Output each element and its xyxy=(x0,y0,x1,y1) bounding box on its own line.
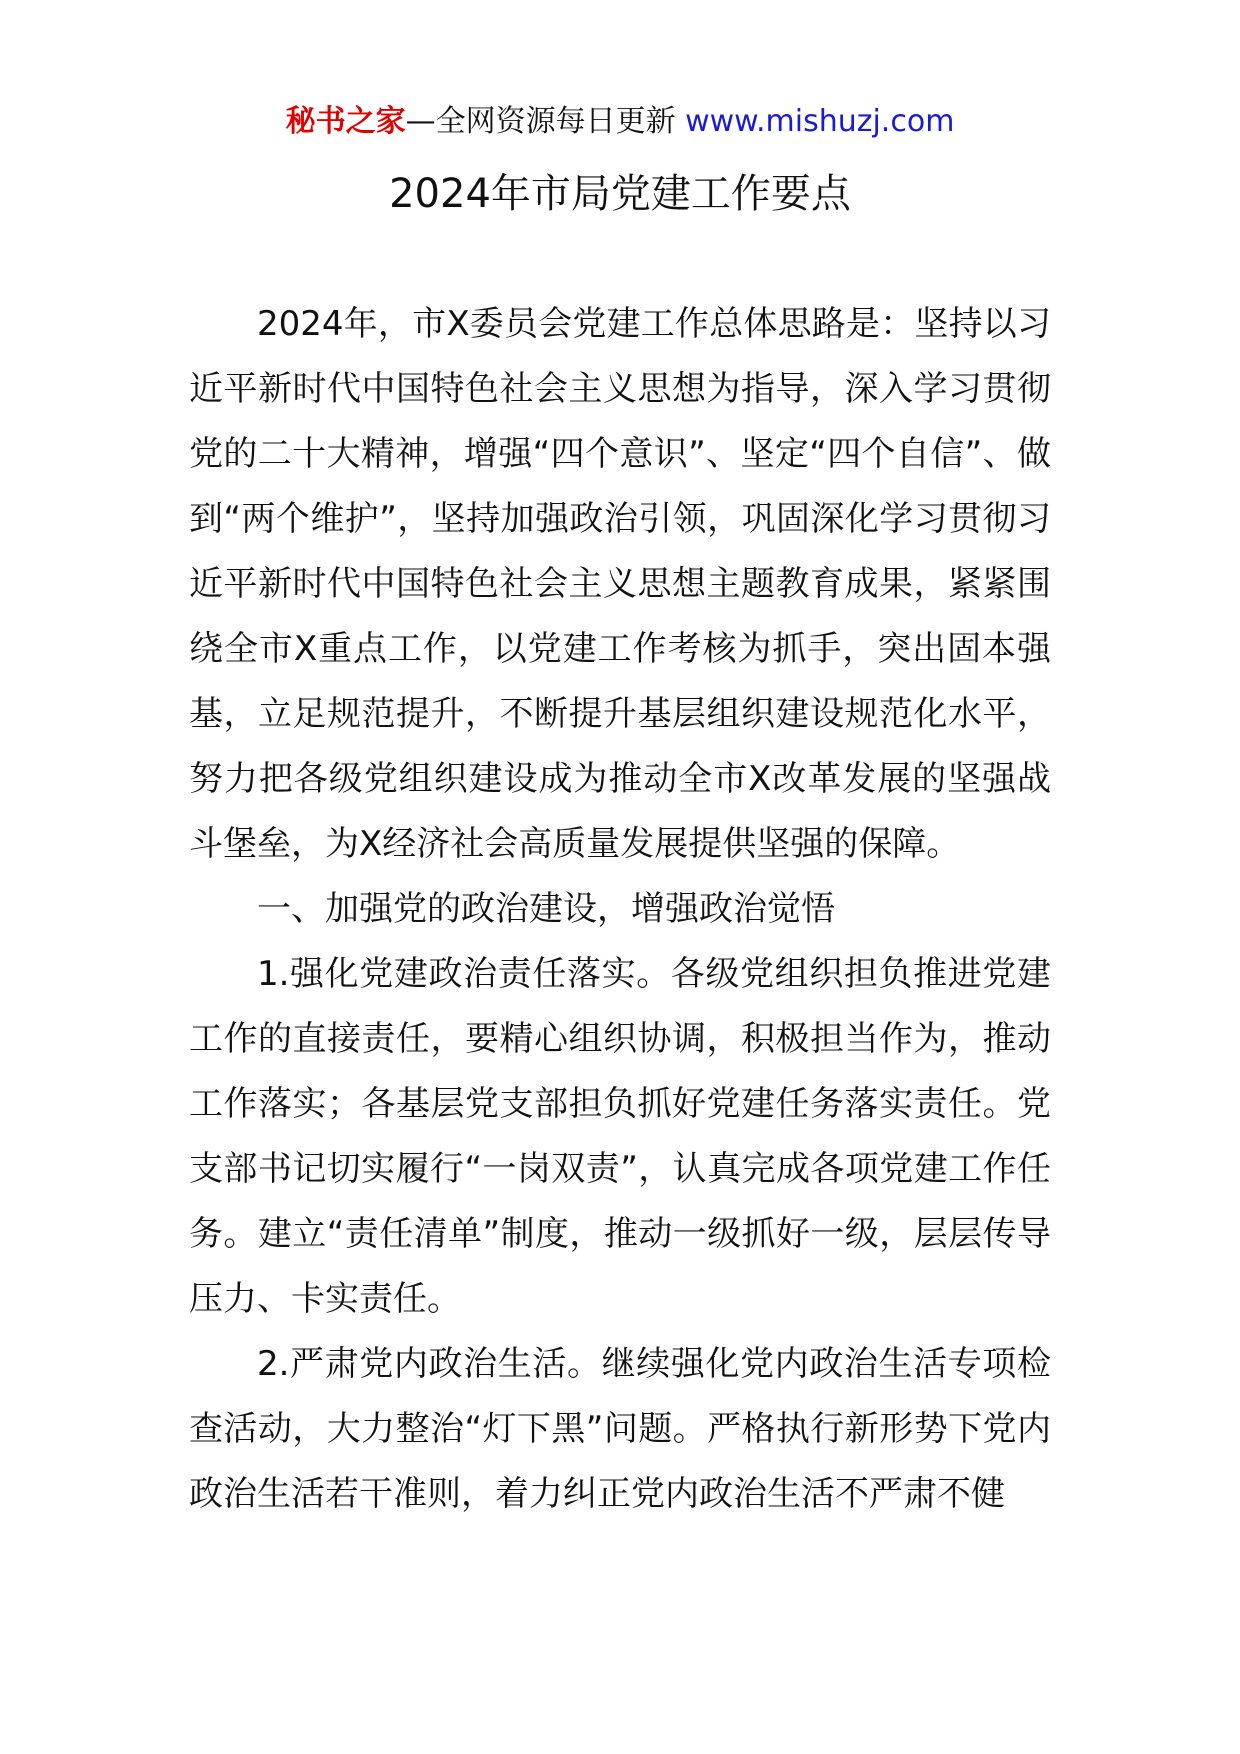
paragraph-item-2: 2.严肃党内政治生活。继续强化党内政治生活专项检查活动，大力整治“灯下黑”问题。严格执行新形势下党内政治生活若干准则，着力纠正党内政治生活不严肃不健 xyxy=(189,1344,1051,1514)
section-heading: 一、加强党的政治建设，增强政治觉悟 xyxy=(257,889,835,929)
document-title: 2024年市局党建工作要点 xyxy=(389,171,851,217)
brand-name: 秘书之家 xyxy=(285,104,406,139)
site-header xyxy=(0,100,1240,144)
site-url-link[interactable]: www.mishuzj.com xyxy=(675,104,955,139)
document-body xyxy=(189,292,1051,1527)
header-slogan: —全网资源每日更新 xyxy=(405,104,676,139)
intro-paragraph: 2024年，市X委员会党建工作总体思路是：坚持以习近平新时代中国特色社会主义思想为指导，深入学习贯彻党的二十大精神，增强“四个意识”、坚定“四个自信”、做到“两个维护”，坚持加强政治引领，巩固深化学习贯彻习近平新时代中国特色社会主义思想主题教育成果，紧紧围绕全市X重点工作，以党建工作考核为抓手，突出固本强基，立足规范提升，不断提升基层组织建设规范化水平，努力把各级党组织建设成为推动全市X改革发展的坚强战斗堡垒，为X经济社会高质量发展提供坚强的保障。 xyxy=(189,304,1051,864)
paragraph-item-1: 1.强化党建政治责任落实。各级党组织担负推进党建工作的直接责任，要精心组织协调，积极担当作为，推动工作落实；各基层党支部担负抓好党建任务落实责任。党支部书记切实履行“一岗双责”，认真完成各项党建工作任务。建立“责任清单”制度，推动一级抓好一级，层层传导压力、卡实责任。 xyxy=(189,954,1051,1319)
